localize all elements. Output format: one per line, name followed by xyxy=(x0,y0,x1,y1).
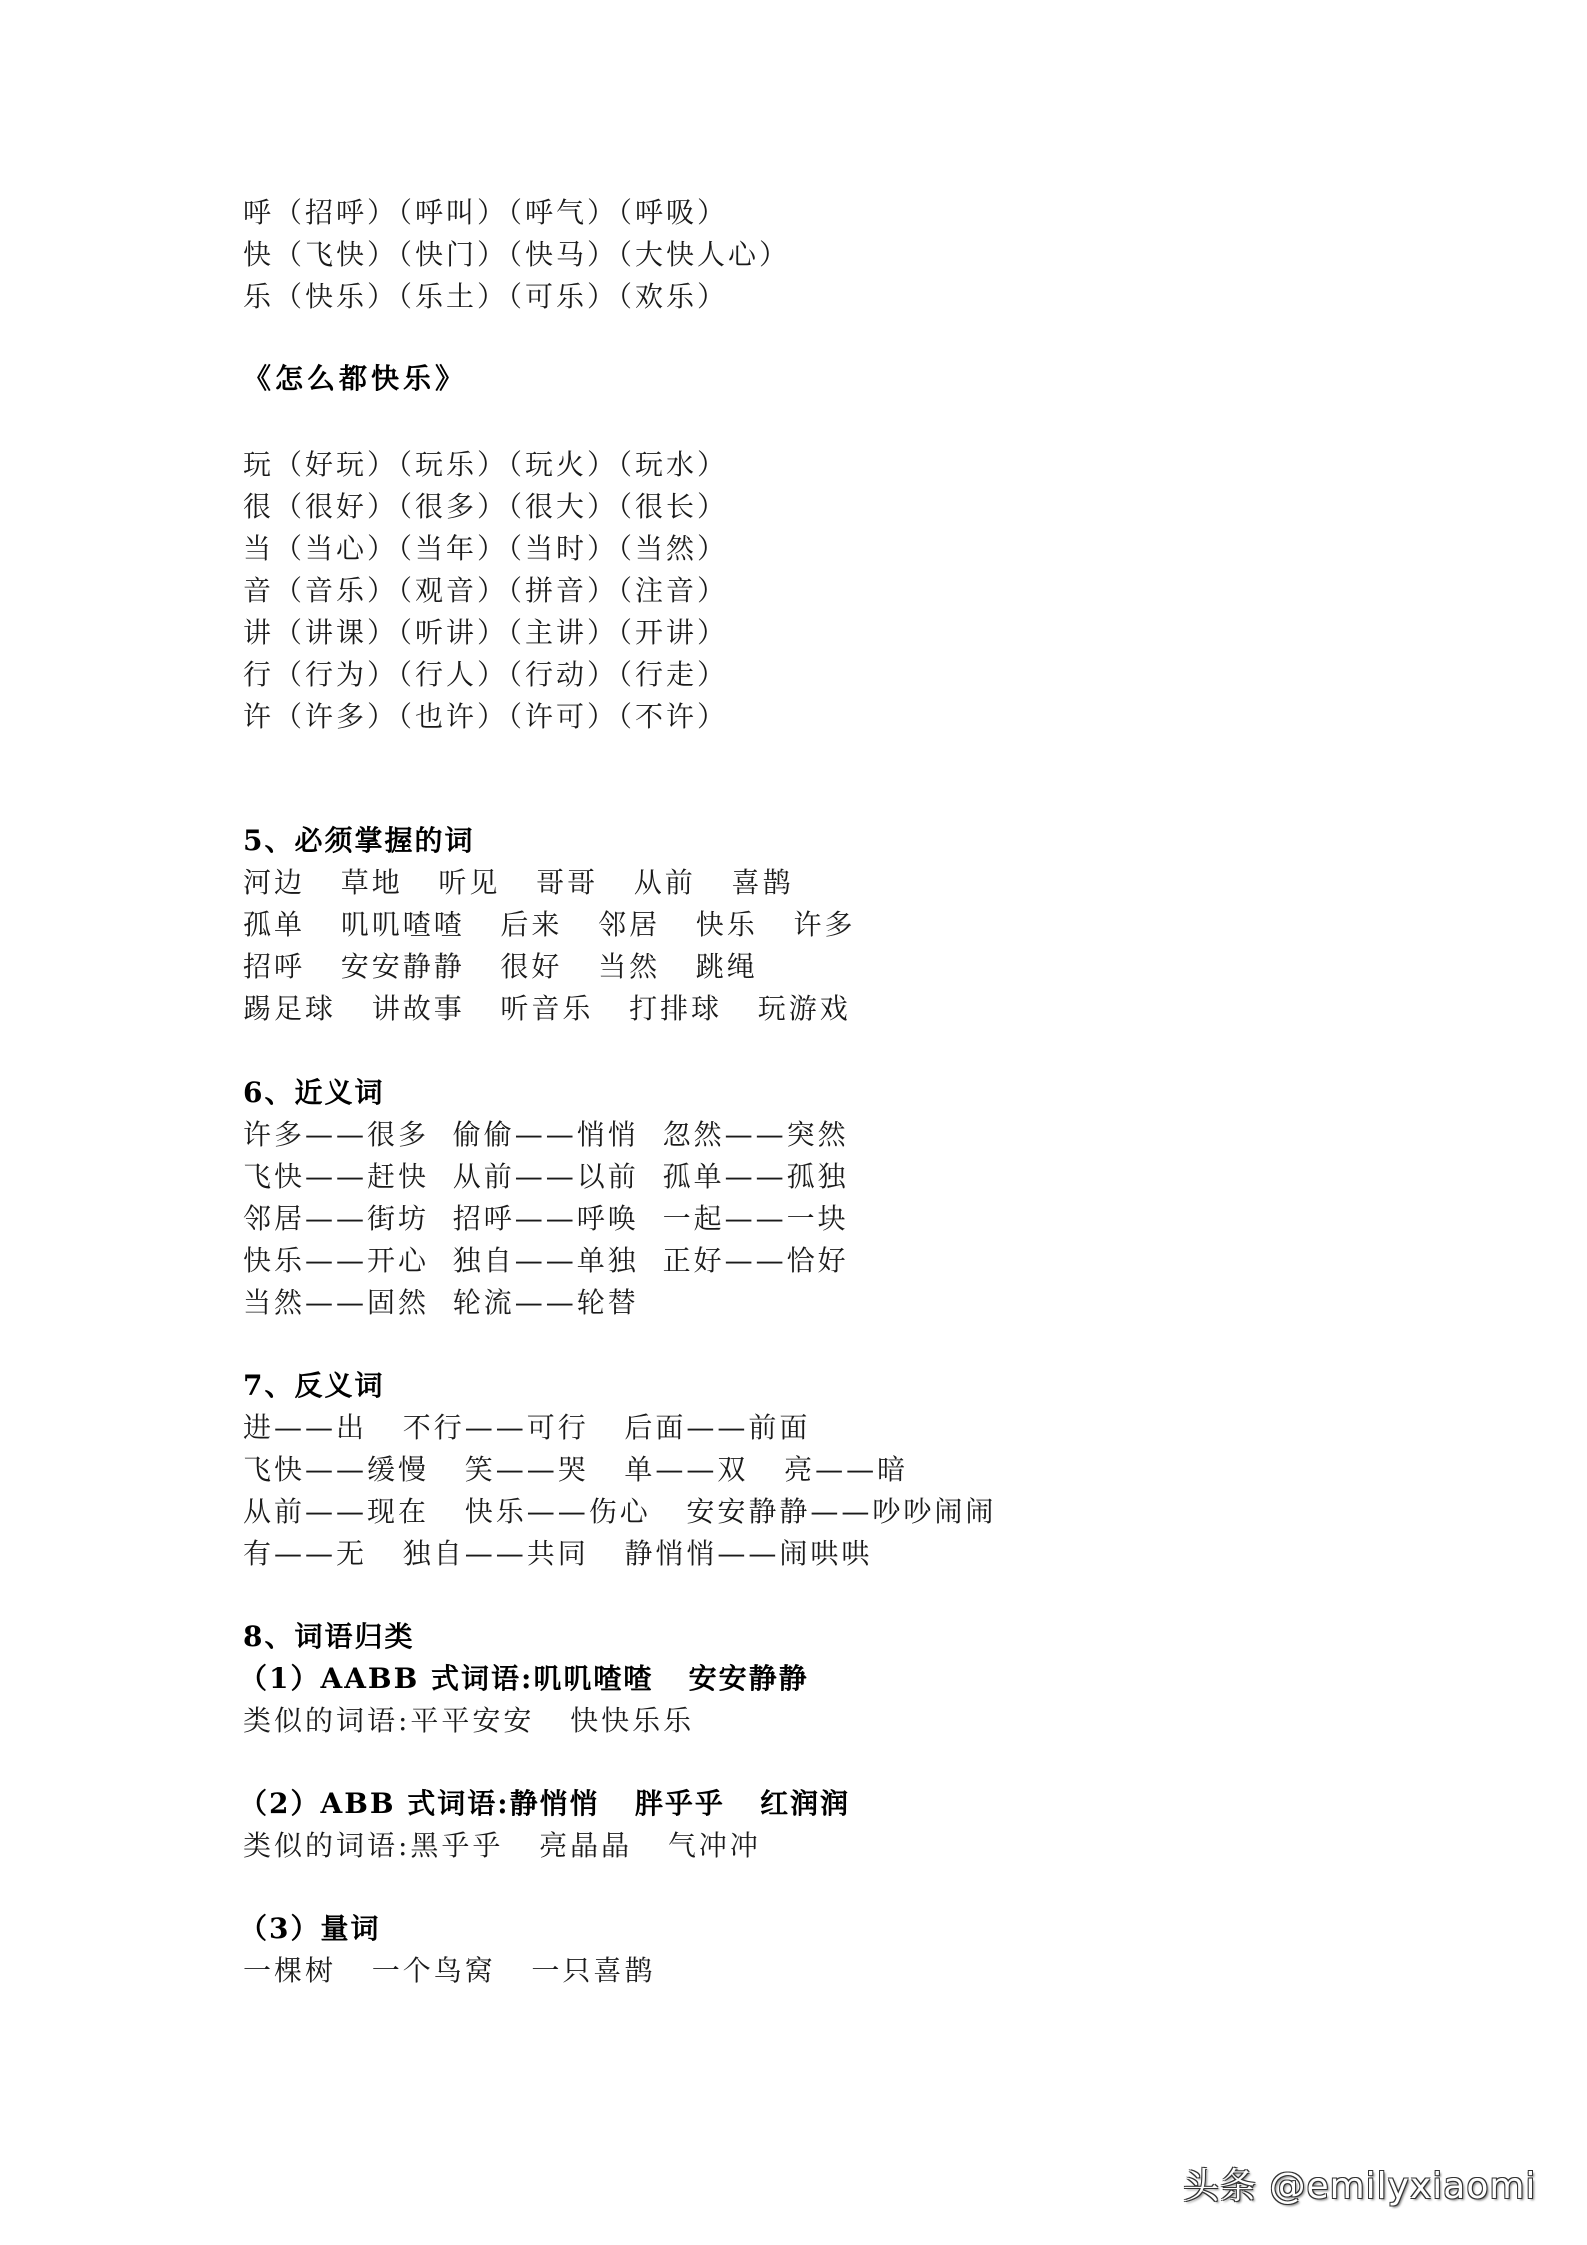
word-group-line: 行（行为）（行人）（行动）（行走） xyxy=(243,658,729,691)
word-group-line: 音（音乐）（观音）（拼音）（注音） xyxy=(243,574,729,607)
aabb-words-heading: （1）AABB 式词语:叽叽喳喳 安安静静 xyxy=(239,1662,809,1695)
measure-words-examples: 一棵树 一个鸟窝 一只喜鹊 xyxy=(243,1954,656,1987)
word-group-line: 快（飞快）（快门）（快马）（大快人心） xyxy=(243,238,791,271)
synonym-line: 快乐——开心 独自——单独 正好——恰好 xyxy=(243,1244,849,1277)
synonym-line: 飞快——赶快 从前——以前 孤单——孤独 xyxy=(243,1160,849,1193)
abb-words-heading: （2）ABB 式词语:静悄悄 胖乎乎 红润润 xyxy=(239,1787,851,1820)
word-group-line: 乐（快乐）（乐土）（可乐）（欢乐） xyxy=(243,280,729,313)
measure-words-heading: （3）量词 xyxy=(239,1912,381,1945)
word-group-line: 很（很好）（很多）（很大）（很长） xyxy=(243,490,729,523)
antonym-line: 飞快——缓慢 笑——哭 单——双 亮——暗 xyxy=(243,1453,909,1486)
vocab-line: 河边 草地 听见 哥哥 从前 喜鹊 xyxy=(243,866,794,899)
word-group-line: 讲（讲课）（听讲）（主讲）（开讲） xyxy=(243,616,729,649)
synonym-line: 许多——很多 偷偷——悄悄 忽然——突然 xyxy=(243,1118,849,1151)
section-heading-word-classification: 8、词语归类 xyxy=(243,1620,415,1653)
vocab-line: 招呼 安安静静 很好 当然 跳绳 xyxy=(243,950,758,983)
watermark: 头条 @emilyxiaomi xyxy=(1183,2166,1537,2207)
vocab-line: 孤单 叽叽喳喳 后来 邻居 快乐 许多 xyxy=(243,908,856,941)
antonym-line: 从前——现在 快乐——伤心 安安静静——吵吵闹闹 xyxy=(243,1495,997,1528)
synonym-line: 当然——固然 轮流——轮替 xyxy=(243,1286,639,1319)
word-group-line: 玩（好玩）（玩乐）（玩火）（玩水） xyxy=(243,448,729,481)
word-group-line: 呼（招呼）（呼叫）（呼气）（呼吸） xyxy=(243,196,729,229)
section-heading-must-know-words: 5、必须掌握的词 xyxy=(243,824,475,857)
antonym-line: 进——出 不行——可行 后面——前面 xyxy=(243,1411,811,1444)
section-heading-antonyms: 7、反义词 xyxy=(243,1369,385,1402)
abb-similar-words: 类似的词语:黑乎乎 亮晶晶 气冲冲 xyxy=(243,1829,761,1862)
lesson-title: 《怎么都快乐》 xyxy=(243,362,468,395)
antonym-line: 有——无 独自——共同 静悄悄——闹哄哄 xyxy=(243,1537,873,1570)
synonym-line: 邻居——街坊 招呼——呼唤 一起——一块 xyxy=(243,1202,849,1235)
word-group-line: 许（许多）（也许）（许可）（不许） xyxy=(243,700,729,733)
section-heading-synonyms: 6、近义词 xyxy=(243,1076,385,1109)
word-group-line: 当（当心）（当年）（当时）（当然） xyxy=(243,532,729,565)
vocab-line: 踢足球 讲故事 听音乐 打排球 玩游戏 xyxy=(243,992,851,1025)
aabb-similar-words: 类似的词语:平平安安 快快乐乐 xyxy=(243,1704,695,1737)
